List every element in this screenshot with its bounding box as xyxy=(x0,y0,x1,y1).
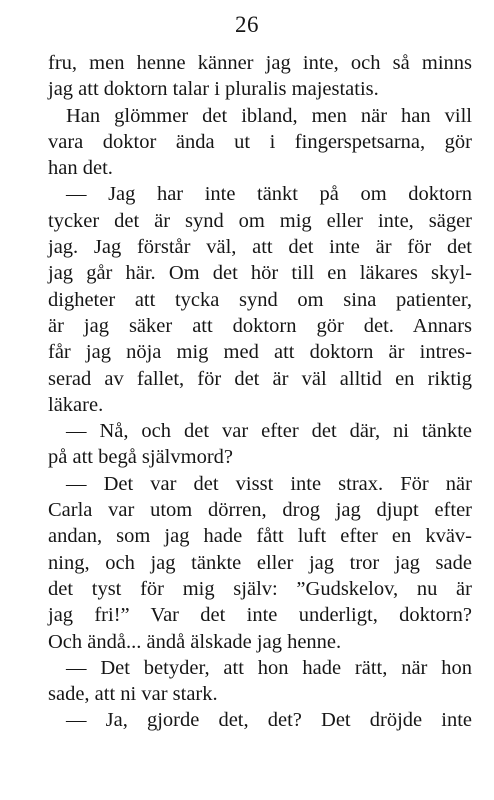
text-line: får jag nöja mig med att doktorn är intres- xyxy=(48,341,472,364)
text-line: han det. xyxy=(48,157,113,180)
text-line: sade, att ni var stark. xyxy=(48,683,218,706)
text-line: på att begå självmord? xyxy=(48,446,234,469)
text-line: är jag säker att doktorn gör det. Annars xyxy=(48,314,472,337)
text-line: Han glömmer det ibland, men när han vill xyxy=(66,104,472,127)
text-line: — Det var det visst inte strax. För när xyxy=(66,472,472,495)
text-line: — Det betyder, att hon hade rätt, när hon xyxy=(66,656,472,679)
text-line: Carla var utom dörren, drog jag djupt efter xyxy=(48,499,472,522)
text-line: ning, och jag tänkte eller jag tror jag sade xyxy=(48,551,472,574)
text-line: — Nå, och det var efter det där, ni tänkte xyxy=(66,420,472,443)
page-body-text xyxy=(48,50,472,734)
text-line: tycker det är synd om mig eller inte, säger xyxy=(48,209,472,232)
text-line: fru, men henne känner jag inte, och så minns xyxy=(48,52,472,74)
text-line: — Ja, gjorde det, det? Det dröjde inte xyxy=(66,709,472,732)
text-line: andan, som jag hade fått luft efter en kväv- xyxy=(48,525,472,548)
text-line: vara doktor ända ut i fingerspetsarna, gör xyxy=(48,130,472,153)
text-line: det tyst för mig själv: ”Gudskelov, nu är xyxy=(48,577,472,600)
text-line: Och ändå... ändå älskade jag henne. xyxy=(48,630,342,653)
text-line: — Jag har inte tänkt på om doktorn xyxy=(66,183,472,206)
text-line: serad av fallet, för det är väl alltid en riktig xyxy=(48,367,472,390)
text-line: jag fri!” Var det inte underligt, doktorn? xyxy=(48,604,472,627)
text-line: jag. Jag förstår väl, att det inte är för det xyxy=(48,236,472,259)
page-number: 26 xyxy=(235,12,259,37)
text-line: digheter att tycka synd om sina patienter, xyxy=(48,288,472,311)
text-line: jag att doktorn talar i pluralis majestatis. xyxy=(48,78,379,101)
text-line: jag går här. Om det hör till en läkares skyl- xyxy=(48,262,472,285)
text-line: läkare. xyxy=(48,393,104,416)
